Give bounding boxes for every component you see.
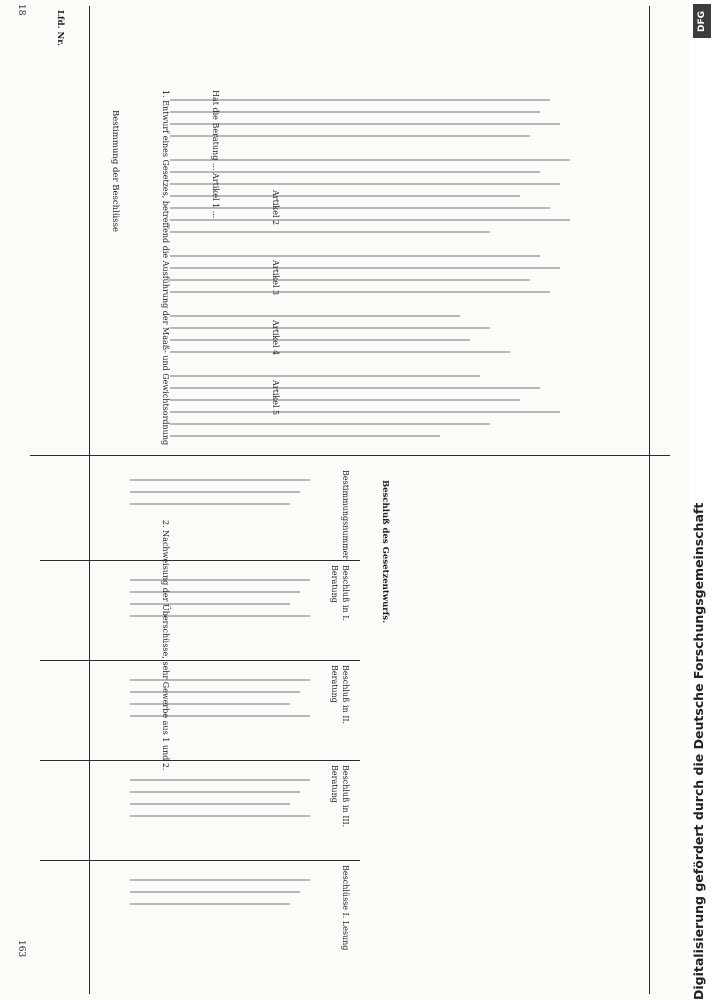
dfg-caption: Digitalisierung gefördert durch die Deutsche Forschungsgemeinschaft bbox=[691, 502, 706, 1000]
col-header-2: Beschluß in I. Beratung bbox=[330, 565, 350, 621]
right-page-number: 163 bbox=[16, 940, 26, 958]
entry-5: Artikel 4 bbox=[271, 320, 280, 356]
entry-4: Artikel 3 bbox=[271, 260, 280, 296]
dfg-logo: DFG bbox=[693, 4, 711, 38]
entry-2: Hat die Beratung ... Artikel 1 ... bbox=[211, 90, 220, 219]
left-page-number: 18 bbox=[16, 4, 26, 16]
entry-7: 2. Nachweisung der Überschüsse, sehr Gewerbe aus 1 und 2. bbox=[161, 520, 170, 771]
col-header-1: Bestimmungsnummer bbox=[341, 470, 350, 560]
left-heading-2: Bestimmung der Beschlüsse bbox=[110, 110, 120, 233]
entry-6: Artikel 5 bbox=[271, 380, 280, 416]
entry-3: Artikel 2 bbox=[271, 190, 280, 226]
col-header-5: Beschlüsse I. Lesung bbox=[341, 865, 350, 951]
right-title: Beschluß des Gesetzentwurfs. bbox=[380, 480, 390, 624]
col-header-3: Beschluß in II. Beratung bbox=[330, 665, 350, 725]
dfg-sidebar bbox=[689, 0, 713, 1000]
left-heading: Lfd. Nr. bbox=[55, 10, 65, 46]
entry-1: 1. Entwurf eines Gesetzes, betreffend die Ausführung der Maaß- und Gewichtsordnung bbox=[161, 90, 170, 446]
col-header-4: Beschluß in III. Beratung bbox=[330, 765, 350, 828]
